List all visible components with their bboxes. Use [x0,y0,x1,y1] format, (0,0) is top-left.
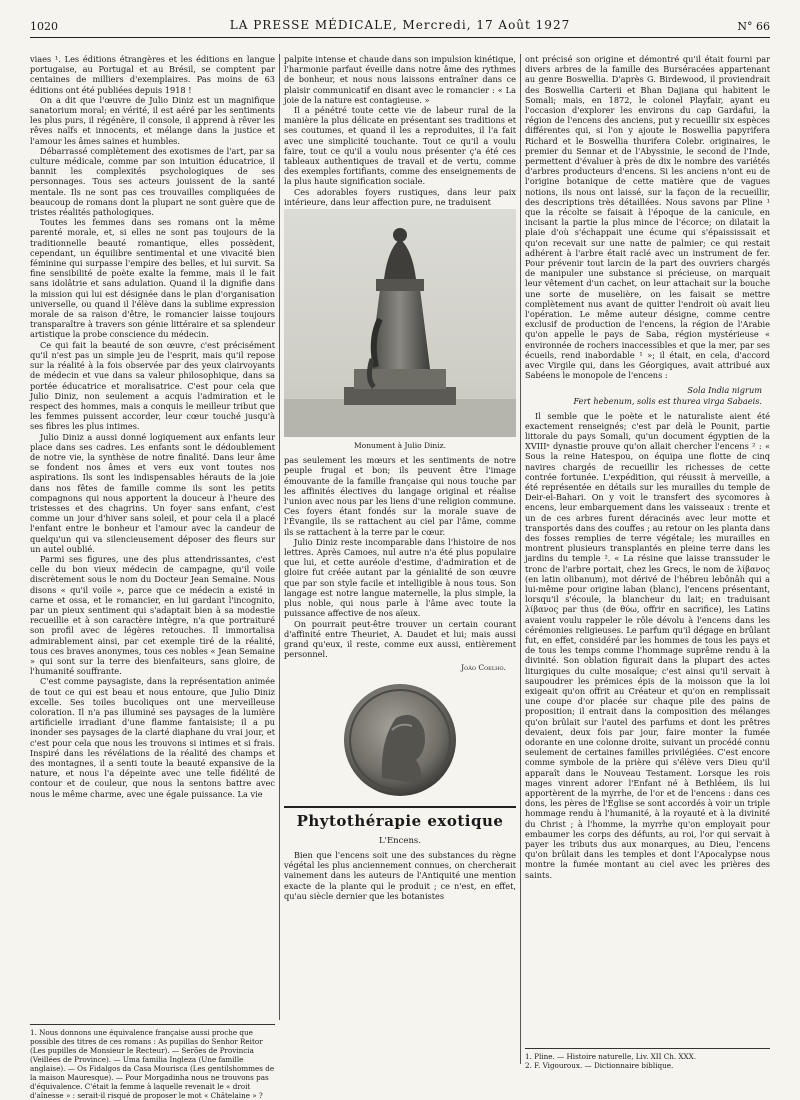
page-header [30,18,770,38]
paragraph: Parmi ses figures, une des plus attendrissantes, c'est celle du bon vieux médecin de campagne, qu'il voile discrètement sous le nom du Docteur Jean Semaine. Nous disons « qu'il voile », parce que ce médecin a existé in carne et ossa, et le romancier, en lui gardant l'incognito, par un pieux sentiment qui s'adaptait bien à sa modestie recueillie et à son caractère intègre, n'a que portraituré son profil avec de légères retouches. Il immortalisa admirablement ainsi, par cet exemple tiré de la réalité, tous ces braves anonymes, tous ces nobles « Jean Semaine » qui sont sur la terre des bienfaiteurs, sans gloire, de l'humanité souffrante. [30,553,275,677]
section-divider [284,806,516,808]
column-left [30,54,275,1020]
column-divider [279,54,280,1020]
footnote-left: 1. Nous donnons une équivalence française aussi proche que possible des titres de ces romans : As pupillas do Senhor Reitor (Les pupilles de Monsieur le Recteur). — Serões de Provincia (Veillées de Province). — Uma familia Ingleza (Une famille anglaise). — Os Fidalgos da Casa Mourisca (Les gentilshommes de la maison Mauresque). — Pour Morgadinha nous ne trouvons pas d'équivalence. C'était la femme à laquelle revenait le « droit d'aînesse » : serait-il risqué de proposer le mot « Châtelaine » ? [30,1024,275,1076]
paragraph: Il semble que le poète et le naturaliste aient été exactement renseignés; c'est par delà le Pounit, partie littorale du pays Somali, qu'un document égyptien de la XVIIIᵉ dynastie prouve qu'on allait chercher l'encens ² : « Sous la reine Hatespou, on équipa une flotte de cinq navires chargés de recueillir les richesses de cette contrée fortunée. L'expédition, qui réussit à merveille, a été représentée en détails sur les murailles du temple de Deir-el-Bahari. On y voit le transfert des sycomores à encens, leur embarquement dans les vaisseaux : trente et un de ces arbres furent déracinés avec leur motte et transportés dans des couffes ; au retour on les planta dans des fosses remplies de terre végétale; les murailles en montrent plusieurs transplantés en pleine terre dans les jardins du temple ². « La résine que laisse transsuder le tronc de l'arbre portait, chez les Grecs, le nom de λίβανος (en latin olibanum), mot dérivé de l'hébreu lebônâh qui a lui-même pour origine laban (blanc), l'encens présentant, lorsqu'il s'écoule, la blancheur du lait; en traduisant λίβανος par thus (de θύω, offrir en sacrifice), les Latins avaient voulu rappeler le rôle dévolu à l'encens dans les cérémonies religieuses. Le parfum qu'il dégage en brûlant fut, en effet, considéré par les hommes de tous les pays et de tous les temps comme l'hommage suprême rendu à la divinité. Son oblation figurait dans la plupart des actes liturgiques du culte mosaïque; c'est ainsi qu'il servait à saupoudrer les prémices épis de la moisson que la loi exigeait qu'on offrit au Créateur et qu'on en remplissait une coupe d'or placée sur chaque pile des pains de proposition; il entrait dans la composition des mélanges qu'on brûlait sur l'autel des parfums et dont les prêtres devaient, deux fois par jour, faire monter la fumée odorante en une colonne droite, suivant un procédé connu seulement de certaines familles privilégiées. C'est encore comme symbole de la prière qui s'élève vers Dieu qu'il apparaît dans le Nouveau Testament. Lorsque les rois mages vinrent adorer l'Enfant né à Bethléem, ils lui apportèrent de la myrrhe, de l'or et de l'encens : dans ces dons, les pères de l'Église se sont accordés à voir un triple hommage rendu à l'humanité, à la royauté et à la divinité du Christ ; à l'homme, la myrrhe qu'on employait pour embaumer les corps des défunts, au roi, l'or qui servait à payer les tributs dus aux monarques, au Dieu, l'encens qu'on brûlait dans les temples et dont l'Apocalypse nous montre la fumée montant au ciel avec les prières des saints. [525,410,770,880]
monument-photo [284,209,516,437]
paragraph: Il a pénétré toute cette vie de labeur rural de la manière la plus délicate en présentant ses traditions et ses coutumes, et quand il les a reproduites, il l'a fait avec une simplicité touchante. Tout ce qu'il a voulu faire, tout ce qu'il a voulu nous présenter ç'a été ces tableaux authentiques de travail et de vertu, comme des exemples fortifiants, comme des enseignements de la plus haute signification sociale. [284,105,516,187]
verse-line: Sola India nigrum [687,384,762,395]
column-divider [520,54,521,1064]
page-number: 1020 [30,20,58,33]
journal-title: LA PRESSE MÉDICALE, Mercredi, 17 Août 1927 [229,18,571,32]
paragraph: Débarrassé complètement des exotismes de l'art, par sa culture médicale, comme par son intuition éducatrice, il bannit les complexités psychologiques de ses personnages. Tous ses acteurs jouissent de la santé mentale. Ils ne sont pas ces trouvailles compliquées de beaucoup de romans dont la plupart ne sont guère que de tristes réalités pathologiques. [30,145,275,218]
footnotes-right [525,1048,770,1076]
issue-number: N° 66 [737,20,770,33]
paragraph: Ce qui fait la beauté de son œuvre, c'est précisément qu'il n'est pas un simple jeu de l'esprit, mais qu'il repose sur la réalité à la fois observée par des yeux clairvoyants de médecin et vue dans sa valeur philosophique, dans sa portée éducatrice et moralisatrice. C'est pour cela que Julio Diniz, non seulement a acquis l'admiration et le respect des hommes, mais a conquis le meilleur tribut que les femmes puissent accorder, leur cœur touché jusqu'à ses fibres les plus intimes. [30,339,275,432]
column-right [525,54,770,1050]
author-signature: João Coelho. [461,663,506,673]
figure-caption: Monument à Julio Diniz. [354,441,446,451]
column-middle [284,54,516,1064]
paragraph: Julio Diniz a aussi donné logiquement aux enfants leur place dans ses cadres. Les enfants sont le dédoublement de notre vie, la synthèse de notre finalité. Dans leur âme se fondent nos âmes et vers eux vont toutes nos aspirations. Ils sont les indispensables hérauts de la joie dans nos fêtes de famille comme ils sont les petits compagnons qui nous apportent la douceur à l'heure des tristesses et des chagrins. Un foyer sans enfant, c'est comme un jour d'hiver sans soleil, et pour cela il a placé l'enfant entre le bonheur et l'amour avec la candeur de quelqu'un qui va silencieusement déposer des fleurs sur un autel oublié. [30,431,275,554]
paragraph: ont précisé son origine et démontré qu'il était fourni par divers arbres de la famille des Burséracées appartenant au genre Boswellia. D'après G. Birdewood, il proviendrait des Boswellia Carterii et Bhan Dajiana qui habitent le Somali; mais, en 1872, le colonel Playfair, ayant eu l'occasion d'explorer les environs du cap Gardafui, la région de l'encens des anciens, put y recueillir six espèces différentes qui, si l'on y ajoute le Boswellia papyrifera Richard et le Boswellia thurifera Colebr. originaires, le premier du Sennar et de l'Abyssinie, le second de l'Inde, permettent d'évaluer à près de dix le nombre des variétés d'arbres producteurs d'encens. Si les anciens n'ont eu de l'origine botanique de cette matière que de vagues notions, ils nous ont laissé, sur la façon de la recueillir, des descriptions très détaillées. Nous savons par Pline ¹ que la récolte se faisait à l'époque de la canicule, en incisant la partie la plus mince de l'écorce; on dilatait la plaie d'où s'échappait une écume qui s'épaississait et qu'on recevait sur une natte de palmier; ce qui restait adhérent à l'arbre était raclé avec un instrument de fer. Pour prévenir tout larcin de la part des ouvriers chargés de manipuler une substance si précieuse, on marquait leur vêtement d'un cachet, on leur attachait sur la bouche une sorte de muselière, on les faisait se mettre complètement nus avant de quitter l'endroit où avait lieu l'opération. Le même auteur désigne, comme centre exclusif de production de l'encens, la région de l'Arabie qu'on appelle le pays de Saba, région mystérieuse « environnée de rochers inaccessibles et que la mer, par ses écueils, rend inabordable ¹ »; il était, en cela, d'accord avec Virgile qui, dans les Géorgiques, avait attribué aux Sabéens le monopole de l'encens : [525,54,770,381]
verse-line: Fert hebenum, solis est thurea virga Sabaeis. [573,395,762,406]
paragraph: pas seulement les mœurs et les sentiments de notre peuple frugal et bon; ils peuvent être l'image émouvante de la famille française qui nous touche par les affinités électives du langage original et réalise l'union avec nous par les liens d'une religion commune. Ces foyers étant fondés sur la morale suave de l'Évangile, ils se rattachent au ciel par l'âme, comme ils se rattachent à la terre par le cœur. [284,455,516,537]
section-subheading: L'Encens. [379,835,421,846]
footnote: 2. F. Vigouroux. — Dictionnaire biblique. [525,1061,674,1070]
paragraph: palpite intense et chaude dans son impulsion kinétique, l'harmonie parfaut éveille dans notre âme des rythmes de bonheur, et nous nous laissons entraîner dans ce plaisir communicatif en disant avec le romancier : « La joie de la nature est contagieuse. » [284,54,516,105]
paragraph: Bien que l'encens soit une des substances du règne végétal les plus anciennement connues, on chercherait vainement dans les auteurs de l'Antiquité une mention exacte de la plante qui le produit ; ce n'est, en effet, qu'au siècle dernier que les botanistes [284,849,516,901]
medal-portrait [284,680,516,800]
paragraph: viaes ¹. Les éditions étrangères et les éditions en langue portugaise, au Portugal et au Brésil, se comptent par centaines de milliers d'exemplaires. Pas moins de 63 éditions ont été publiées depuis 1918 ! [30,54,275,95]
latin-verse [533,385,762,407]
paragraph: Ces adorables foyers rustiques, dans leur paix intérieure, dans leur affection pure, ne traduisent [284,186,516,207]
section-title: Phytothérapie exotique [296,811,504,830]
paragraph: Julio Diniz reste incomparable dans l'histoire de nos lettres. Après Camoes, nul autre n'a été plus populaire que lui, et cette auréole d'estime, d'admiration et de gloire fut créée autant par la génialité de son œuvre que par son style facile et intelligible à nous tous. Son langage est notre langue maternelle, la plus simple, la plus noble, qui nous parle à l'âme avec toute la puissance affective de nos aïeux. [284,536,516,619]
paragraph: C'est comme paysagiste, dans la représentation animée de tout ce qui est beau et nous entoure, que Julio Diniz excelle. Ses toiles bucoliques ont une merveilleuse coloration. Il n'a pas illuminé ses paysages de la lumière artificielle irradiant d'une flamme fantaisiste; il a pu inonder ses paysages de la clarté diaphane du vrai jour, et c'est pour cela que nous les trouvons si intimes et si frais. Inspiré dans les révélations de la réalité des champs et des montagnes, il a senti toute la beauté expansive de la nature, et nous l'a dépeinte avec une telle fidélité de contour et de couleur, que nous la sentons battre avec nous le même charme, avec une égale puissance. La vie [30,676,275,799]
footnote: 1. Pline. — Histoire naturelle, Liv. XII Ch. XXX. [525,1052,697,1061]
paragraph: On pourrait peut-être trouver un certain courant d'affinité entre Theuriet, A. Daudet et lui; mais aussi grand qu'eux, il reste, comme eux aussi, entièrement personnel. [284,618,516,660]
paragraph: On a dit que l'œuvre de Julio Diniz est un magnifique sanatorium moral; en vérité, il est aéré par les sentiments les plus purs, il régénère, il console, il apprend à rêver les rêves naïfs et innocents, et mélange dans la justice et l'amour les âmes saines et humbles. [30,94,275,146]
paragraph: Toutes les femmes dans ses romans ont la même parenté morale, et, si elles ne sont pas toujours de la traditionnelle beauté romantique, elles possèdent, cependant, un équilibre sentimental et une vivacité bien féminine qui surpasse l'empire des belles, et lui survit. Sa fine sensibilité de poète exalte la femme, mais il le fait sans idolâtrie et sans adulation. Quand il la dignifie dans la mission qui lui est désignée dans le plan d'organisation universelle, ou quand il l'élève dans la sublime expression morale de sa raison d'être, le romancier laisse toujours transparaître à travers son génie littéraire et sa splendeur artistique la probe conscience du médecin. [30,217,275,340]
